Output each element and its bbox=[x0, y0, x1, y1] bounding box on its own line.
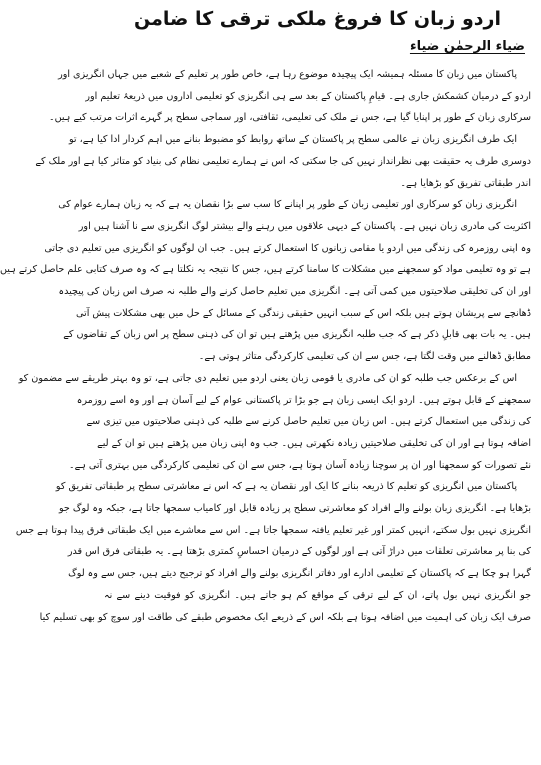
paragraph-line: انگریزی نہیں بول سکتے، انہیں کمتر اور غیر تعلیم یافتہ سمجھا جاتا ہے۔ اس سے معاشرے میں ایک طبقاتی فرق پیدا ہوتا ہے جس bbox=[15, 524, 531, 536]
paragraph-line: اکثریت کی مادری زبان نہیں ہے۔ پاکستان کے دیہی علاقوں میں رہنے والے بیشتر لوگ انگریزی سے نا آشنا ہیں اور bbox=[78, 220, 531, 232]
paragraph-line: ہے تو وہ تعلیمی مواد کو سمجھنے میں مشکلات کا سامنا کرتے ہیں، جس کا نتیجہ یہ نکلتا ہے کہ وہ صرف کتابی علم حاصل کرتے ہیں bbox=[0, 264, 531, 276]
article-title: اردو زبان کا فروغ ملکی ترقی کا ضامن bbox=[134, 8, 501, 30]
article-body bbox=[0, 64, 531, 628]
paragraph-line: صرف ایک زبان کی اہمیت میں اضافہ ہوتا ہے بلکہ اس کے ذریعے ایک مخصوص طبقے کی طاقت اور سوچ کو بھی تسلیم کیا bbox=[39, 611, 531, 623]
paragraph-line: کی زندگی میں استعمال کرتے ہیں۔ اس زبان میں تعلیم حاصل کرنے سے طلبہ کی ذہنی صلاحیتوں میں تیزی سے bbox=[86, 416, 531, 428]
paragraph-line: اردو کے درمیان کشمکش جاری ہے۔ قیامِ پاکستان کے بعد سے ہی انگریزی کو تعلیمی اداروں میں ذریعۂ تعلیم اور bbox=[85, 90, 531, 102]
paragraph-line: سمجھنے کے قابل ہوتے ہیں۔ اردو ایک ایسی زبان ہے جو بڑا تر پاکستانی عوام کے لیے آسان ہے اور وہ اسے روزمرہ bbox=[76, 394, 531, 406]
paragraph-line: سرکاری زبان کے طور پر اپنایا گیا ہے، جس نے ملک کی تعلیمی، ثقافتی، اور سماجی سطح پر گہرے اثرات مرتب کیے ہیں۔ bbox=[48, 112, 531, 124]
paragraph-line: انگریزی زبان کو سرکاری اور تعلیمی زبان کے طور پر اپنانے کا سب سے بڑا نقصان یہ ہے کہ یہ زبان ہمارے عوام کی bbox=[58, 199, 517, 211]
paragraph-line: ہیں۔ یہ بات بھی قابلِ ذکر ہے کہ جب طلبہ انگریزی میں پڑھتے ہیں تو ان کی ذہنی سطح پر اس زبان کے تقاضوں کے bbox=[63, 329, 531, 341]
paragraph-line: وہ اپنی روزمرہ کی زندگی میں اردو یا مقامی زبانوں کا استعمال کرتے ہیں۔ جب ان لوگوں کو انگریزی میں تعلیم دی جاتی bbox=[44, 242, 531, 254]
paragraph-line: گہرا ہو چکا ہے کہ پاکستان کے تعلیمی ادارے اور دفاتر انگریزی بولنے والے افراد کو ترجیح دیتے ہیں، جس سے وہ لوگ bbox=[68, 568, 531, 580]
article-paragraph bbox=[18, 368, 531, 477]
paragraph-line: پاکستان میں زبان کا مسئلہ ہمیشہ ایک پیچیدہ موضوع رہا ہے، خاص طور پر تعلیم کے شعبے میں جہاں انگریزی اور bbox=[58, 69, 517, 80]
paragraph-line: ڈھانچے سے پریشان ہوتے ہیں بلکہ اس کے سبب انہیں حقیقی زندگی کے مسائل کے حل میں بھی مشکلات پیش آتی bbox=[76, 307, 531, 319]
paragraph-line: اندر طبقاتی تفریق کو بڑھایا ہے۔ bbox=[400, 177, 531, 189]
paragraph-line: کی بنا پر معاشرتی تعلقات میں دراڑ آتی ہے اور لوگوں کے درمیان احساسِ کمتری بڑھتا ہے۔ یہ طبقاتی فرق اس قدر bbox=[67, 546, 531, 558]
paragraph-line: ایک طرف انگریزی زبان نے عالمی سطح پر پاکستان کے ساتھ روابط کو مضبوط بنانے میں اہم کردار ادا کیا ہے، تو bbox=[68, 134, 517, 146]
article-paragraph bbox=[35, 129, 531, 194]
paragraph-line: پاکستان میں انگریزی کو تعلیم کا ذریعہ بنانے کا ایک اور نقصان یہ ہے کہ اس نے معاشرتی سطح پر طبقاتی تفریق کو bbox=[55, 481, 517, 493]
author-byline: ضیاء الرحمٰن ضیاء bbox=[409, 39, 525, 54]
article-paragraph bbox=[15, 476, 531, 628]
paragraph-line: دوسری طرف یہ حقیقت بھی نظرانداز نہیں کی جا سکتی کہ اس نے ہمارے تعلیمی نظام کی بنیاد کو متاثر کیا ہے اور ملک کے bbox=[35, 155, 531, 167]
paragraph-line: مطابق ڈھالنے میں وقت لگتا ہے، جس سے ان کی تعلیمی کارکردگی متاثر ہوتی ہے۔ bbox=[198, 351, 531, 363]
paragraph-line: اضافہ ہوتا ہے اور ان کی تخلیقی صلاحیتیں زیادہ نکھرتی ہیں۔ جب وہ اپنی زبان میں پڑھتے ہیں تو ان کے لیے bbox=[97, 437, 531, 449]
paragraph-line: نئے تصورات کو سمجھنا اور ان پر سوچنا زیادہ آسان ہوتا ہے، جس سے ان کی تعلیمی کارکردگی میں بہتری آتی ہے۔ bbox=[68, 459, 531, 471]
paragraph-line: جو انگریزی نہیں بول پاتے، ان کے لیے ترقی کے مواقع کم ہو جاتے ہیں۔ انگریزی کو فوقیت دینے سے نہ bbox=[104, 589, 531, 601]
paragraph-line: اس کے برعکس جب طلبہ کو ان کی مادری یا قومی زبان یعنی اردو میں تعلیم دی جاتی ہے، تو وہ بہتر طریقے سے مضمون کو bbox=[18, 372, 517, 384]
article-paragraph bbox=[48, 64, 531, 129]
paragraph-line: اور ان کی تخلیقی صلاحیتوں میں کمی آتی ہے۔ انگریزی میں تعلیم حاصل کرنے والے طلبہ نہ صرف اس زبان کی پیچیدہ bbox=[58, 286, 531, 298]
paragraph-line: بڑھایا ہے۔ انگریزی زبان بولنے والے افراد کو معاشرتی سطح پر زیادہ قابل اور کامیاب سمجھا جاتا ہے، جبکہ وہ لوگ جو bbox=[58, 503, 531, 515]
article-paragraph bbox=[0, 194, 531, 368]
